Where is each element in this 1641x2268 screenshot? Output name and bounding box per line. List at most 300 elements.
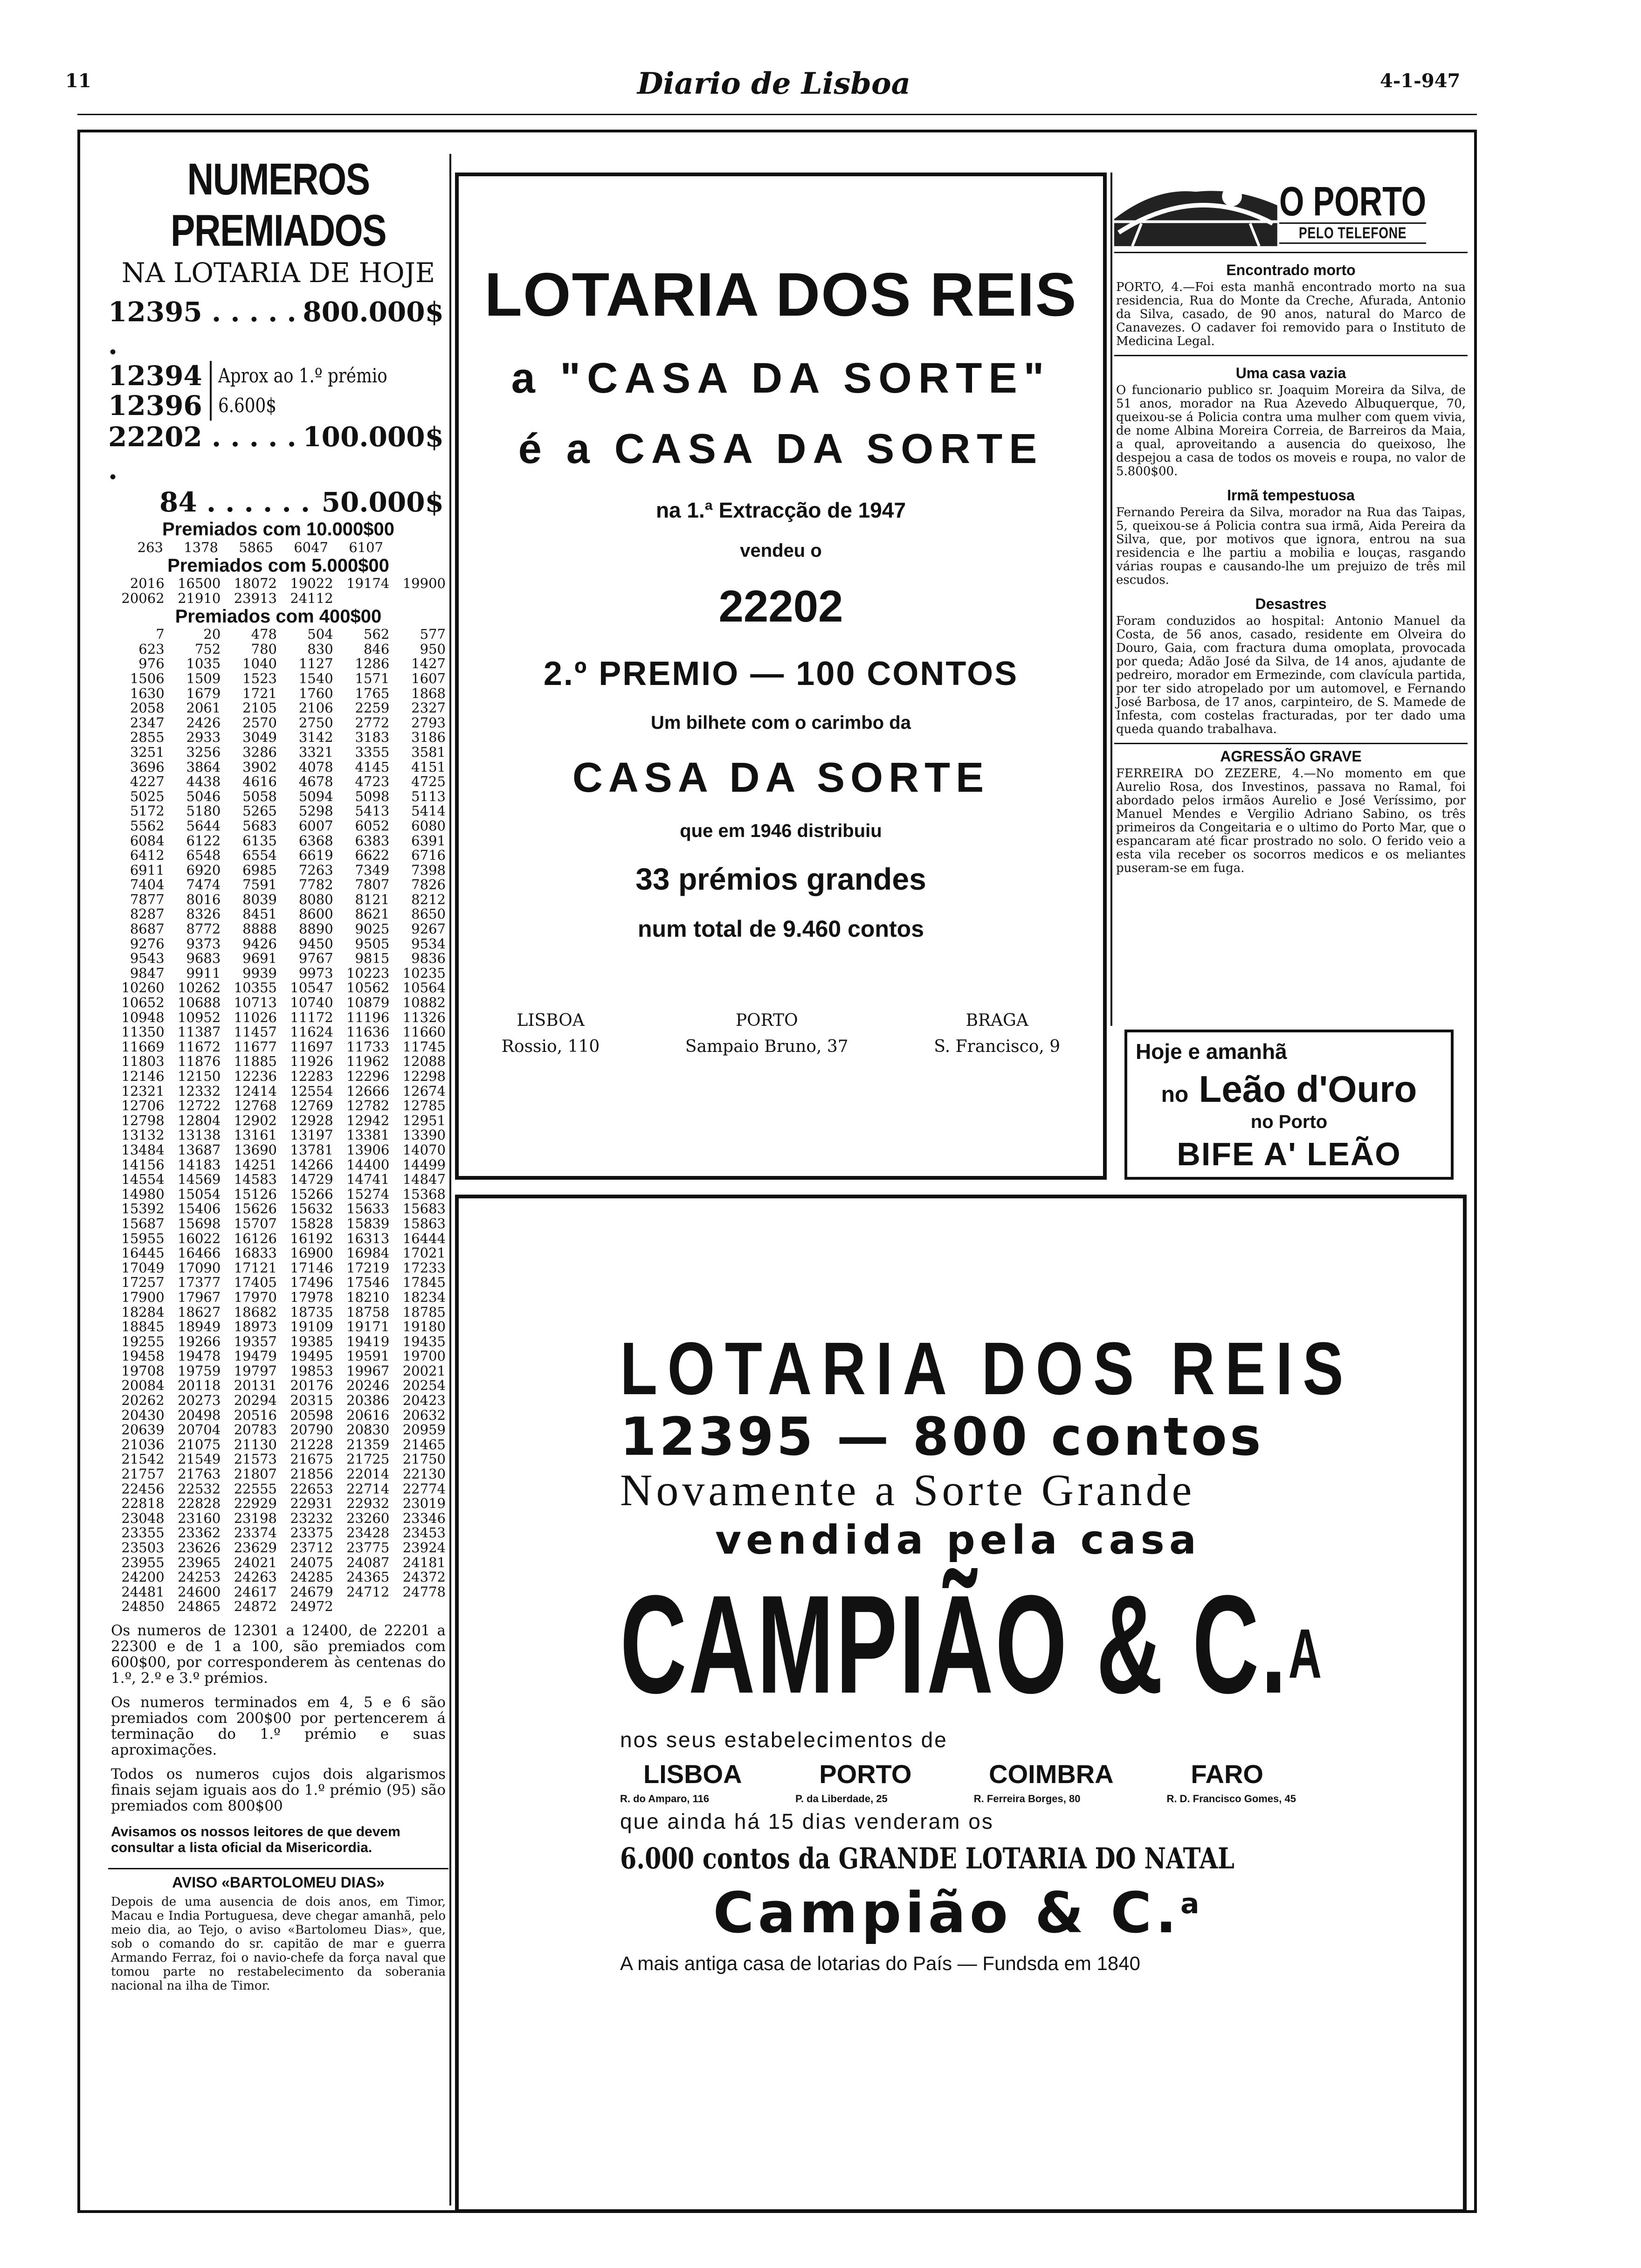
misericordia-warning: Avisamos os nossos leitores de que devem consultar a lista oficial da Misericordia.	[111, 1824, 400, 1855]
prize-number: 10713	[234, 995, 277, 1011]
prize-number: 10740	[290, 995, 333, 1011]
prize-number: 14070	[402, 1141, 446, 1158]
prize-number: 20294	[234, 1392, 277, 1409]
prize-number: 9973	[298, 965, 333, 981]
prize-number: 17405	[234, 1274, 277, 1291]
prize-number: 13161	[234, 1127, 277, 1143]
prize-number: 23260	[346, 1510, 390, 1526]
prize-number: 20790	[290, 1422, 333, 1438]
prize-number: 24712	[346, 1583, 390, 1600]
prize-number: 12146	[121, 1068, 165, 1084]
prize-number: 6007	[298, 817, 333, 834]
prize-number: 4723	[355, 774, 390, 790]
prize-number: 752	[194, 641, 221, 657]
prize-number: 3183	[355, 729, 390, 746]
prize-number: 6716	[411, 847, 446, 864]
prize-number: 6911	[130, 862, 165, 878]
prize-number: 23712	[290, 1540, 333, 1556]
prize-number: 19797	[234, 1362, 277, 1379]
prize-number: 17021	[402, 1245, 446, 1261]
prize-number: 9836	[411, 950, 446, 967]
story-title: Irmã tempestuosa	[1227, 487, 1355, 504]
prize-number: 24181	[402, 1554, 446, 1570]
shop-city: LISBOA	[517, 1011, 585, 1030]
prize-number: 20830	[346, 1422, 390, 1438]
prize-number: 2058	[130, 700, 165, 716]
prize-number: 23232	[290, 1510, 333, 1526]
prize-number: 21036	[121, 1436, 165, 1452]
prize-number: 8772	[186, 921, 221, 937]
ad-line: num total de 9.460 contos	[637, 916, 924, 942]
prize-number: 1523	[242, 670, 277, 686]
prize-number: 11457	[234, 1024, 277, 1040]
note-algarismos: Todos os numeros cujos dois algarismos finais sejam iguais aos do 1.º prémio (95) são premiados com 800$00	[111, 1765, 446, 1814]
prize-number: 20246	[346, 1377, 390, 1394]
prize-number: 10355	[234, 980, 277, 996]
prize-number: 6622	[355, 847, 390, 864]
prize-number: 15683	[402, 1201, 446, 1217]
prize-number: 21359	[346, 1436, 390, 1452]
prize-number: 10262	[178, 980, 221, 996]
prize-number: 14583	[234, 1171, 277, 1188]
prize-number: 504	[307, 626, 333, 643]
prize-number: 1540	[298, 670, 333, 686]
prize-number: 16444	[402, 1230, 446, 1246]
prize-number: 24087	[346, 1554, 390, 1570]
prize-number: 5414	[411, 803, 446, 819]
prize-number: 6920	[186, 862, 221, 878]
prize-number: 24679	[290, 1583, 333, 1600]
campiao-line: que ainda há 15 dias venderam os	[620, 1809, 994, 1833]
prize-number: 7404	[130, 877, 165, 893]
prize-number: 6047	[294, 539, 328, 555]
prize-number: 18072	[234, 575, 277, 591]
prize-number: 22714	[346, 1480, 390, 1497]
prize-number: 20704	[178, 1422, 221, 1438]
prize-number: 5172	[130, 803, 165, 819]
prize-number: 8212	[411, 891, 446, 907]
leao-line: Hoje e amanhã	[1136, 1039, 1287, 1064]
prize-number: 17546	[346, 1274, 390, 1291]
prize-number: 11196	[346, 1009, 390, 1025]
prize-number: 23503	[121, 1540, 165, 1556]
prize-number: 21910	[178, 590, 221, 606]
prize-number: 3256	[186, 744, 221, 760]
prize-number: 15406	[178, 1201, 221, 1217]
prize-number: 10879	[346, 995, 390, 1011]
prize-number: 10260	[121, 980, 165, 996]
prize-number: 13197	[290, 1127, 333, 1143]
prize-number: 12298	[402, 1068, 446, 1084]
prize-number: 12768	[234, 1098, 277, 1114]
prize-number: 15266	[290, 1186, 333, 1202]
prize-number: 13906	[346, 1141, 390, 1158]
prize-number: 8621	[355, 906, 390, 922]
prize-number: 8080	[298, 891, 333, 907]
prize-number: 16126	[234, 1230, 277, 1246]
prize-number: 14741	[346, 1171, 390, 1188]
prize-number: 1035	[186, 656, 221, 672]
prize-number: 8016	[186, 891, 221, 907]
prize-number: 24481	[121, 1583, 165, 1600]
prize-number: 21725	[346, 1451, 390, 1467]
prize-number: 13132	[121, 1127, 165, 1143]
address: R. Ferreira Borges, 80	[973, 1793, 1081, 1805]
prize-number: 7826	[411, 877, 446, 893]
third-prize-number: 84 . . . . . .	[159, 486, 310, 518]
prize-number: 6548	[186, 847, 221, 864]
campiao-line: nos seus estabelecimentos de	[620, 1728, 948, 1752]
prize-number: 24365	[346, 1569, 390, 1585]
prize-number: 1378	[184, 539, 218, 555]
prize-number: 24872	[234, 1598, 277, 1615]
campiao-brand-text: CAMPIÃO & C.	[620, 1566, 1289, 1722]
approximations	[108, 361, 448, 421]
prize-number: 10952	[178, 1009, 221, 1025]
prize-number: 18949	[178, 1319, 221, 1335]
prize-number: 9911	[186, 965, 221, 981]
prize-number: 24850	[121, 1598, 165, 1615]
prize-number: 15707	[234, 1215, 277, 1231]
prize-number: 15632	[290, 1201, 333, 1217]
prize-number: 14183	[178, 1156, 221, 1173]
ad-line: a "CASA DA SORTE"	[511, 354, 1051, 402]
prize-number: 21675	[290, 1451, 333, 1467]
porto-subtitle: PELO TELEFONE	[1279, 222, 1426, 244]
prize-number: 20516	[234, 1407, 277, 1423]
prize-number: 8326	[186, 906, 221, 922]
prize-number: 2061	[186, 700, 221, 716]
prize-number: 24021	[234, 1554, 277, 1570]
prize-number: 19759	[178, 1362, 221, 1379]
prize-number: 20616	[346, 1407, 390, 1423]
leao-dish: BIFE A' LEÃO	[1177, 1136, 1401, 1172]
prize-number: 3142	[298, 729, 333, 746]
prize-number: 5025	[130, 788, 165, 804]
prize-number: 19700	[402, 1348, 446, 1364]
lottery-title: NUMEROS PREMIADOS	[171, 154, 386, 256]
prize-number: 263	[137, 539, 163, 555]
prize-number: 16022	[178, 1230, 221, 1246]
prize-number: 8890	[298, 921, 333, 937]
prize-number: 23453	[402, 1525, 446, 1541]
prize-number: 23775	[346, 1540, 390, 1556]
leao-prefix: no	[1161, 1082, 1189, 1107]
ad-number: 22202	[718, 581, 843, 631]
prize-number: 9373	[186, 935, 221, 952]
prize-number: 7591	[242, 877, 277, 893]
prize-number: 10235	[402, 965, 446, 981]
prize-number: 1721	[242, 685, 277, 701]
campiao-signature	[620, 1881, 1296, 1946]
prize-number: 20430	[121, 1407, 165, 1423]
prize-number: 1760	[298, 685, 333, 701]
prize-number: 5180	[186, 803, 221, 819]
prize-number: 11733	[346, 1038, 390, 1055]
prize-number: 4725	[411, 774, 446, 790]
prize-number: 20	[203, 626, 221, 643]
prize-number: 2347	[130, 714, 165, 731]
story-title: AGRESSÃO GRAVE	[1220, 748, 1362, 765]
prize-number: 577	[420, 626, 446, 643]
prize-number: 18682	[234, 1304, 277, 1320]
prize-number: 20021	[402, 1362, 446, 1379]
prize-number: 1868	[411, 685, 446, 701]
prize-number: 10652	[121, 995, 165, 1011]
prize-number: 950	[420, 641, 446, 657]
prize-number: 20386	[346, 1392, 390, 1409]
prize-number: 20131	[234, 1377, 277, 1394]
prize-number: 14156	[121, 1156, 165, 1173]
first-prize-number: 12395 . . . . . .	[108, 296, 296, 360]
story-rule	[1114, 355, 1468, 356]
prize-number: 2327	[411, 700, 446, 716]
casa-da-sorte-ad	[455, 173, 1107, 1180]
prize-number: 23629	[234, 1540, 277, 1556]
prize-number: 7398	[411, 862, 446, 878]
prize-number: 11697	[290, 1038, 333, 1055]
prize-number: 19478	[178, 1348, 221, 1364]
prize-number: 20632	[402, 1407, 446, 1423]
prize-number: 17219	[346, 1259, 390, 1276]
header-rule	[77, 114, 1477, 115]
prize-number: 1040	[242, 656, 277, 672]
prize-number: 23626	[178, 1540, 221, 1556]
shop-city: BRAGA	[965, 1011, 1028, 1030]
prize-number: 20598	[290, 1407, 333, 1423]
prize-number: 8687	[130, 921, 165, 937]
prize-number: 9450	[298, 935, 333, 952]
prize-number: 3696	[130, 759, 165, 775]
prize-number: 23362	[178, 1525, 221, 1541]
prize-number: 16466	[178, 1245, 221, 1261]
prize-number: 14980	[121, 1186, 165, 1202]
lottery-subtitle: NA LOTARIA DE HOJE	[121, 257, 435, 289]
prize-number: 5094	[298, 788, 333, 804]
prize-number: 20176	[290, 1377, 333, 1394]
shop-city: PORTO	[735, 1011, 798, 1030]
prize-number: 17146	[290, 1259, 333, 1276]
prize-number: 14729	[290, 1171, 333, 1188]
shop-address: Rossio, 110	[501, 1037, 600, 1056]
story-title: Encontrado morto	[1226, 262, 1356, 278]
prize-number: 23375	[290, 1525, 333, 1541]
prize-number: 17970	[234, 1289, 277, 1305]
prize-number: 11172	[290, 1009, 333, 1025]
prize-number: 19357	[234, 1333, 277, 1349]
prize-number: 17978	[290, 1289, 333, 1305]
shop-address: S. Francisco, 9	[934, 1037, 1061, 1056]
prize-number: 6391	[411, 832, 446, 849]
bridge-illustration-icon	[1114, 177, 1277, 247]
prize-number: 9534	[411, 935, 446, 952]
second-prize-number: 22202 . . . . . .	[108, 421, 296, 485]
prize-number: 21075	[178, 1436, 221, 1452]
prize-number: 17967	[178, 1289, 221, 1305]
prize-number: 11350	[121, 1024, 165, 1040]
aviso-text: Depois de uma ausencia de dois anos, em Timor, Macau e India Portuguesa, deve chegar amanhã, pelo meio dia, ao Tejo, o aviso «Bartolomeu Dias», que, sob o comando do sr. capitão de mar e guerra Armando Ferraz, foi o navio-chefe da força naval que tomou parte no restabelecimento da soberania nacional na ilha de Timor.	[111, 1895, 446, 1993]
prize-number: 12236	[234, 1068, 277, 1084]
prize-number: 9683	[186, 950, 221, 967]
prize-number: 14554	[121, 1171, 165, 1188]
prize-number: 4151	[411, 759, 446, 775]
prize-number: 2570	[242, 714, 277, 731]
prize-number: 2016	[130, 575, 165, 591]
page-number: 11	[65, 70, 91, 92]
prize-number: 21750	[402, 1451, 446, 1467]
prize-number: 19967	[346, 1362, 390, 1379]
prize-number: 22555	[234, 1480, 277, 1497]
prize-number: 6368	[298, 832, 333, 849]
prize-number: 24200	[121, 1569, 165, 1585]
prize-number: 17121	[234, 1259, 277, 1276]
prize-number: 4616	[242, 774, 277, 790]
prize-number: 2933	[186, 729, 221, 746]
prize-number: 24263	[234, 1569, 277, 1585]
prize-number: 13381	[346, 1127, 390, 1143]
prize-number: 6985	[242, 862, 277, 878]
prize-number: 15687	[121, 1215, 165, 1231]
second-prize	[108, 421, 448, 486]
prize-number: 2855	[130, 729, 165, 746]
prize-number: 10223	[346, 965, 390, 981]
prize-number: 4678	[298, 774, 333, 790]
prize-number: 7782	[298, 877, 333, 893]
prize-number: 12332	[178, 1083, 221, 1099]
prize-number: 12150	[178, 1068, 221, 1084]
prize-number: 18234	[402, 1289, 446, 1305]
prize-number: 2772	[355, 714, 390, 731]
prize-number: 9767	[298, 950, 333, 967]
prize-number: 12928	[290, 1112, 333, 1128]
prize-number: 13138	[178, 1127, 221, 1143]
prize-number: 13781	[290, 1141, 333, 1158]
prize-number: 17900	[121, 1289, 165, 1305]
prize-number: 846	[363, 641, 390, 657]
prize-number: 19266	[178, 1333, 221, 1349]
prize-number: 8287	[130, 906, 165, 922]
prize-number: 14847	[402, 1171, 446, 1188]
prize-number: 9426	[242, 935, 277, 952]
prize-number: 7	[156, 626, 165, 643]
prize-number: 9276	[130, 935, 165, 952]
prize-number: 21549	[178, 1451, 221, 1467]
prize-number: 14251	[234, 1156, 277, 1173]
campiao-brand	[620, 1566, 1324, 1722]
prize-number: 23346	[402, 1510, 446, 1526]
prize-number: 18758	[346, 1304, 390, 1320]
prize-number: 12722	[178, 1098, 221, 1114]
shop-address: Sampaio Bruno, 37	[685, 1037, 848, 1056]
ad-line: vendeu o	[740, 540, 822, 561]
prize-number: 14499	[402, 1156, 446, 1173]
prize-number: 9815	[355, 950, 390, 967]
prize-number: 15368	[402, 1186, 446, 1202]
story-text: FERREIRA DO ZEZERE, 4.—No momento em que Aurelio Rosa, dos Investinos, passava no Ramal, foi abordado pelos irmãos Aurelio e José Veríssimo, por Manuel Mendes e Vergilio Adriano Sabino, os três primeiros da Congeitaria e o ultimo do Porto Mar, que o espancaram até ficar prostrado no solo. O ferido veio a esta vila receber os socorros medicos e os meliantes puseram-se em fuga.	[1116, 767, 1466, 875]
campiao-signature-text: Campião & C.	[713, 1881, 1180, 1946]
prize-number: 1506	[130, 670, 165, 686]
aviso-title: AVISO «BARTOLOMEU DIAS»	[108, 1868, 448, 1891]
prize-number: 21465	[402, 1436, 446, 1452]
city: PORTO	[819, 1759, 912, 1789]
shop-braga	[934, 1008, 1060, 1060]
prize-number: 20273	[178, 1392, 221, 1409]
prize-number: 12951	[402, 1112, 446, 1128]
prize-number: 22929	[234, 1495, 277, 1512]
prize-number: 6080	[411, 817, 446, 834]
story-title: Uma casa vazia	[1235, 365, 1346, 381]
prize-number: 6412	[130, 847, 165, 864]
prize-number: 19174	[346, 575, 390, 591]
address: R. D. Francisco Gomes, 45	[1166, 1793, 1296, 1805]
prize-number: 24865	[178, 1598, 221, 1615]
prize-number: 19419	[346, 1333, 390, 1349]
prize-number: 478	[251, 626, 277, 643]
prize-number: 2750	[298, 714, 333, 731]
prize-number: 12902	[234, 1112, 277, 1128]
prize-number: 24285	[290, 1569, 333, 1585]
prize-number: 2426	[186, 714, 221, 731]
city: COIMBRA	[989, 1759, 1114, 1789]
note-terminacao: Os numeros terminados em 4, 5 e 6 são premiados com 200$00 por pertencerem á terminação do 1.º prémio e suas aproximações.	[111, 1694, 446, 1758]
prize-number: 12706	[121, 1098, 165, 1114]
prize-number: 9025	[355, 921, 390, 937]
note-centenas: Os numeros de 12301 a 12400, de 22201 a 22300 e de 1 a 100, são premiados com 600$00, por corresponderem às centenas do 1.º, 2.º e 3.º prémios.	[111, 1622, 446, 1687]
ad-prize: 2.º PREMIO — 100 CONTOS	[543, 655, 1019, 692]
prize-number: 16900	[290, 1245, 333, 1261]
prize-number: 11387	[178, 1024, 221, 1040]
prize-number: 8888	[242, 921, 277, 937]
prize-number: 20262	[121, 1392, 165, 1409]
prize-number: 5683	[242, 817, 277, 834]
prize-number: 11636	[346, 1024, 390, 1040]
prize-number: 11885	[234, 1053, 277, 1070]
prize-number: 22014	[346, 1466, 390, 1482]
prize-number: 24778	[402, 1583, 446, 1600]
prize-number: 15126	[234, 1186, 277, 1202]
prize-number: 11876	[178, 1053, 221, 1070]
story-text: O funcionario publico sr. Joaquim Moreira da Silva, de 51 anos, morador na Rua Azevedo Albuquerque, 70, queixou-se á Policia contra uma mulher com quem vivia, de nome Albina Moreira Correia, de Barreiros da Maia, a qual, aproveitando a ausencia do queixoso, lhe despejou a casa de todos os moveis e roupa, no valor de 5.800$00.	[1116, 383, 1466, 478]
prize-number: 15955	[121, 1230, 165, 1246]
prize-number: 23355	[121, 1525, 165, 1541]
prize-number: 16192	[290, 1230, 333, 1246]
prize-number: 24972	[290, 1598, 333, 1615]
prize-number: 21228	[290, 1436, 333, 1452]
ad-title: LOTARIA DOS REIS	[484, 260, 1077, 329]
prize-number: 19495	[290, 1348, 333, 1364]
heading-400: Premiados com 400$00	[175, 606, 382, 627]
prize-number: 5098	[355, 788, 390, 804]
campiao-addresses	[620, 1793, 1296, 1805]
prize-number: 22828	[178, 1495, 221, 1512]
shop-porto	[685, 1008, 848, 1060]
prize-number: 23913	[234, 590, 277, 606]
prize-number: 20639	[121, 1422, 165, 1438]
prize-number: 12414	[234, 1083, 277, 1099]
prize-number: 1127	[298, 656, 333, 672]
prize-number: 12666	[346, 1083, 390, 1099]
prize-number: 10562	[346, 980, 390, 996]
campiao-brand-sup: A	[1288, 1614, 1324, 1693]
prize-number: 12785	[402, 1098, 446, 1114]
prize-number: 5046	[186, 788, 221, 804]
prize-number: 12088	[402, 1053, 446, 1070]
porto-header	[1114, 173, 1468, 253]
prize-number: 18627	[178, 1304, 221, 1320]
prize-number: 17257	[121, 1274, 165, 1291]
prize-number: 19180	[402, 1319, 446, 1335]
prize-number: 1630	[130, 685, 165, 701]
